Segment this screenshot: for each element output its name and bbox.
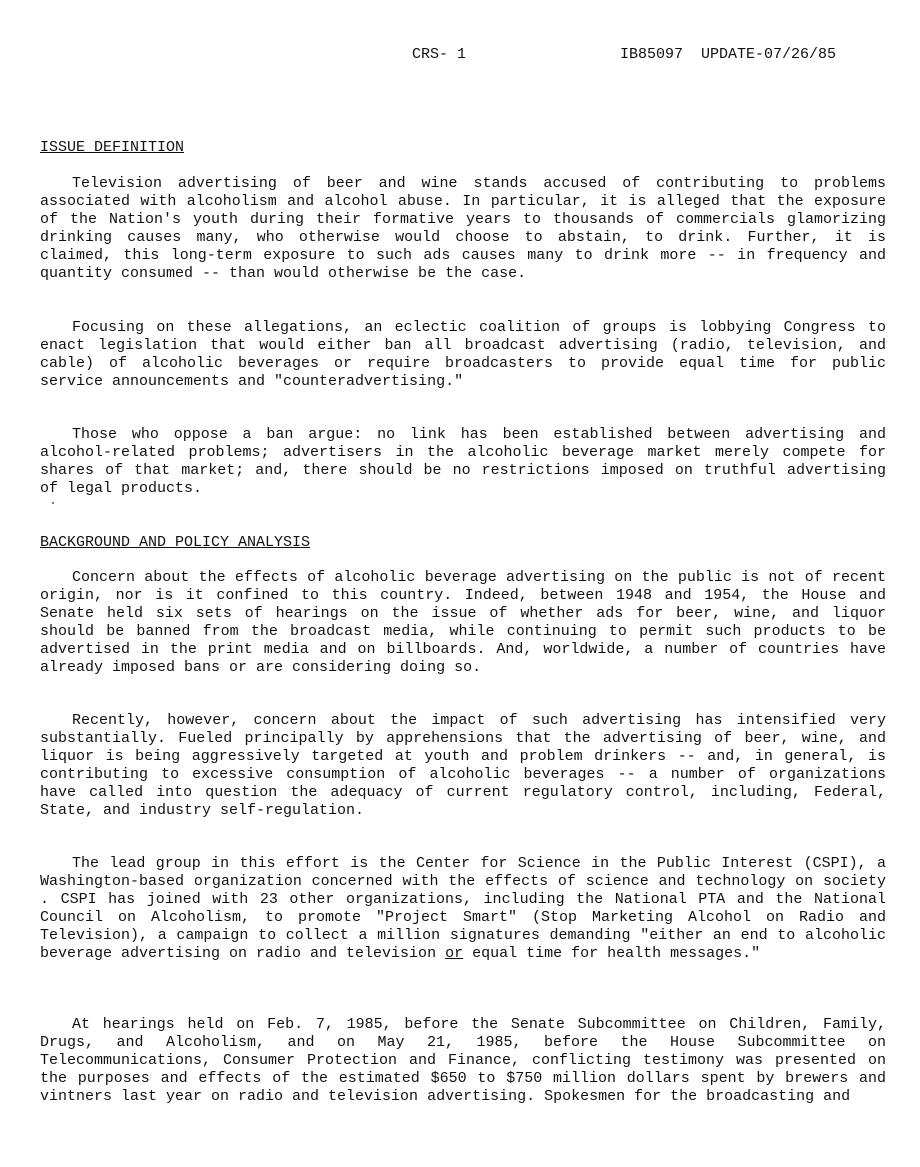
paragraph-text-tail: equal time for health messages." bbox=[463, 945, 761, 962]
section-title-background-policy-analysis: BACKGROUND AND POLICY ANALYSIS bbox=[40, 534, 311, 551]
paragraph bbox=[40, 855, 886, 963]
paragraph-text: The lead group in this effort is the Center for Science in the Public Interest (CSPI), a Washington-based organization concerned with the effects of science and technology on society . CSPI has joined with 23 other organizations, including the National PTA and the National Council on Alcoholism, to promote "Project Smart" (Stop Marketing Alcohol on Radio and Television), a campaign to collect a million signatures demanding "either an end to alcoholic beverage advertising on radio and television bbox=[40, 855, 886, 962]
paragraph: At hearings held on Feb. 7, 1985, before the Senate Subcommittee on Children, Family, Drugs, and Alcoholism, and on May 21, 1985, before the House Subcommittee on Telecommunications, Consumer Protection and Finance, conflicting testimony was presented on the purposes and effects of the estimated $650 to $750 million dollars spent by brewers and vintners last year on radio and television advertising. Spokesmen for the broadcasting and bbox=[40, 1016, 886, 1105]
paragraph: Television advertising of beer and wine stands accused of contributing to problems associated with alcoholism and alcohol abuse. In particular, it is alleged that the exposure of the Nation's youth during their formative years to thousands of commercials glamorizing drinking causes many, who otherwise would choose to abstain, to drink. Further, it is claimed, this long-term exposure to such ads causes many to drink more -- in frequency and quantity consumed -- than would otherwise be the case. bbox=[40, 175, 886, 282]
paragraph: Concern about the effects of alcoholic beverage advertising on the public is not of recent origin, nor is it confined to this country. Indeed, between 1948 and 1954, the House and Senate held six sets of hearings on the issue of whether ads for beer, wine, and liquor should be banned from the broadcast media, while continuing to permit such products to be advertised in the print media and on billboards. And, worldwide, a number of countries have already imposed bans or are considering doing so. bbox=[40, 569, 886, 676]
underlined-word: or bbox=[445, 945, 464, 962]
page-number: CRS- 1 bbox=[412, 46, 467, 63]
paragraph: Focusing on these allegations, an eclectic coalition of groups is lobbying Congress to enact legislation that would either ban all broadcast advertising (radio, television, and cable) of alcoholic beverages or require broadcasters to provide equal time for public service announcements and "counteradvertising." bbox=[40, 319, 886, 390]
paragraph: Those who oppose a ban argue: no link has been established between advertising and alcohol-related problems; advertisers in the alcoholic beverage market merely compete for shares of that market; and, there should be no restrictions imposed on truthful advertising of legal products. bbox=[40, 426, 886, 497]
stray-mark bbox=[52, 502, 54, 504]
document-id-date: IB85097 UPDATE-07/26/85 bbox=[620, 46, 837, 63]
paragraph: Recently, however, concern about the impact of such advertising has intensified very substantially. Fueled principally by apprehensions that the advertising of beer, wine, and liquor is being aggressively targeted at youth and problem drinkers -- and, in general, is contributing to excessive consumption of alcoholic beverages -- a number of organizations have called into question the adequacy of current regulatory control, including, Federal, State, and industry self-regulation. bbox=[40, 712, 886, 819]
section-title-issue-definition: ISSUE DEFINITION bbox=[40, 139, 185, 156]
